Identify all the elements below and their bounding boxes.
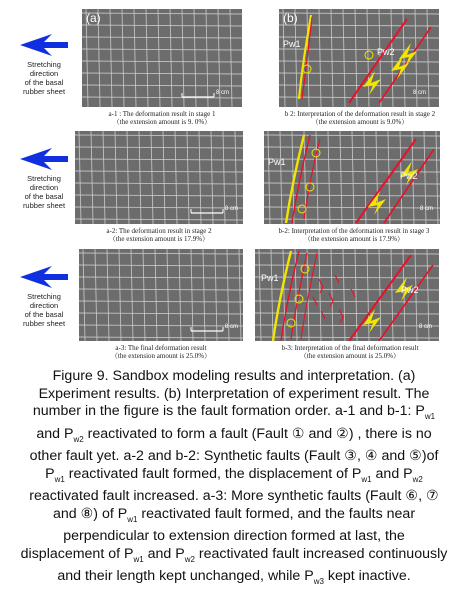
scale-bar [75,131,243,224]
fault-label-pw2: Pw2 [377,47,395,57]
stretch-direction-3 [6,266,82,328]
caption-line: reactivated fault increased. a-3: More synthetic faults (Fault ⑥, ⑦ [29,488,439,505]
scale-bar [79,249,243,341]
caption-line: a-2: The deformation result in stage 2 [106,227,212,235]
caption-line [12,506,456,528]
caption-line: （the extension amount is 25.0%） [110,352,212,360]
arrow-label: direction [29,69,59,78]
photo-panel-a2 [75,131,243,224]
caption-a1 [82,110,242,126]
fault-label-pw2: Pw2 [400,171,418,181]
caption-line [12,546,456,568]
caption-line: b-3: Interpretation of the final deformation result [281,344,419,352]
scale-label: 8 cm [420,206,434,212]
figure-caption [12,368,456,591]
arrow-label: Stretching [27,174,61,183]
caption-line [12,466,456,488]
fault-label-pw2: Pw2 [401,285,419,295]
caption-text: and P [143,545,185,562]
arrow-label: rubber sheet [22,201,66,210]
arrow-label: direction [29,183,59,192]
arrow-label: rubber sheet [22,319,66,328]
caption-text: kept inactive. [323,568,411,585]
caption-line: perpendicular to extension direction formed at last, the [63,528,405,545]
caption-text: and P [371,465,413,482]
caption-text: number in the figure is the fault formation order. a-1 and b-1: P [32,403,425,420]
caption-line [12,403,456,425]
caption-line: （the extension amount is 25.0%） [299,352,401,360]
caption-a2 [75,227,243,243]
left-arrow-icon [20,148,68,170]
scale-label: 8 cm [216,90,230,96]
fault-label-pw1: Pw1 [261,273,279,283]
scale-label: 8 cm [225,206,239,212]
caption-line: （the extension amount is 9. 0%） [112,118,212,126]
caption-line: Figure 9. Sandbox modeling results and interpretation. (a) [52,368,416,384]
caption-text: displacement of P [20,545,134,562]
scale-label: 8 cm [225,324,239,330]
subscript: w1 [424,412,436,422]
photo-panel-b2 [264,131,440,224]
stretch-direction-1 [6,34,82,96]
subscript: w1 [133,554,144,564]
caption-line: a-3: The final deformation result [115,344,207,352]
caption-line: a-1 : The deformation result in stage 1 [108,110,216,118]
caption-b1 [262,110,458,126]
arrow-label: Stretching [27,60,61,69]
subscript: w2 [73,434,84,444]
caption-line [12,426,456,448]
caption-line [12,568,456,590]
caption-text: reactivated fault increased continuously [194,545,448,562]
caption-text: P [45,465,55,482]
caption-line: （the extension amount is 17.9%） [303,235,405,243]
subscript: w3 [313,576,324,586]
subscript: w1 [127,514,138,524]
caption-line: other fault yet. a-2 and b-2: Synthetic faults (Fault ③, ④ and ⑤)of [29,448,439,465]
left-arrow-icon [20,34,68,56]
caption-a3 [79,344,243,360]
arrow-label: rubber sheet [22,87,66,96]
arrow-label: of the basal [24,310,64,319]
arrow-label: of the basal [24,192,64,201]
left-arrow-icon [20,266,68,288]
photo-panel-b1 [279,9,439,107]
caption-text: reactivated fault formed, the displacement of P [64,465,362,482]
caption-b2 [250,227,458,243]
photo-panel-b3 [255,249,439,341]
caption-text: and their length kept unchanged, while P [57,568,314,585]
caption-line: b-2: Interpretation of the deformation result in stage 3 [278,227,430,235]
subscript: w2 [184,554,195,564]
photo-panel-a1 [82,9,242,107]
panel-label-a: (a) [86,11,101,25]
subscript: w2 [412,474,423,484]
caption-b3 [245,344,455,360]
photo-panel-a3 [79,249,243,341]
subscript: w1 [54,474,65,484]
scale-label: 8 cm [413,90,427,96]
panel-label-b: (b) [283,11,298,25]
caption-line: Experiment results. (b) Interpretation of experiment result. The [38,385,430,402]
caption-text: and ⑧) of P [52,505,128,522]
scale-label: 8 cm [419,324,433,330]
arrow-label: Stretching [27,292,61,301]
caption-text: reactivated fault formed, and the faults near [137,505,416,522]
arrow-label: direction [29,301,59,310]
arrow-label: of the basal [24,78,64,87]
fault-label-pw1: Pw1 [283,39,301,49]
caption-line: （the extension amount is 17.9%） [108,235,210,243]
caption-line: （the extension amount is 9.0%） [311,118,409,126]
fault-label-pw1: Pw1 [268,157,286,167]
stretch-direction-2 [6,148,82,210]
subscript: w1 [361,474,372,484]
caption-line: b 2: Interpretation of the deformation result in stage 2 [284,110,436,118]
caption-text: and P [36,425,74,442]
fault-interpretation [255,249,439,341]
caption-text: reactivated to form a fault (Fault ① and ②) , there is no [83,425,432,442]
